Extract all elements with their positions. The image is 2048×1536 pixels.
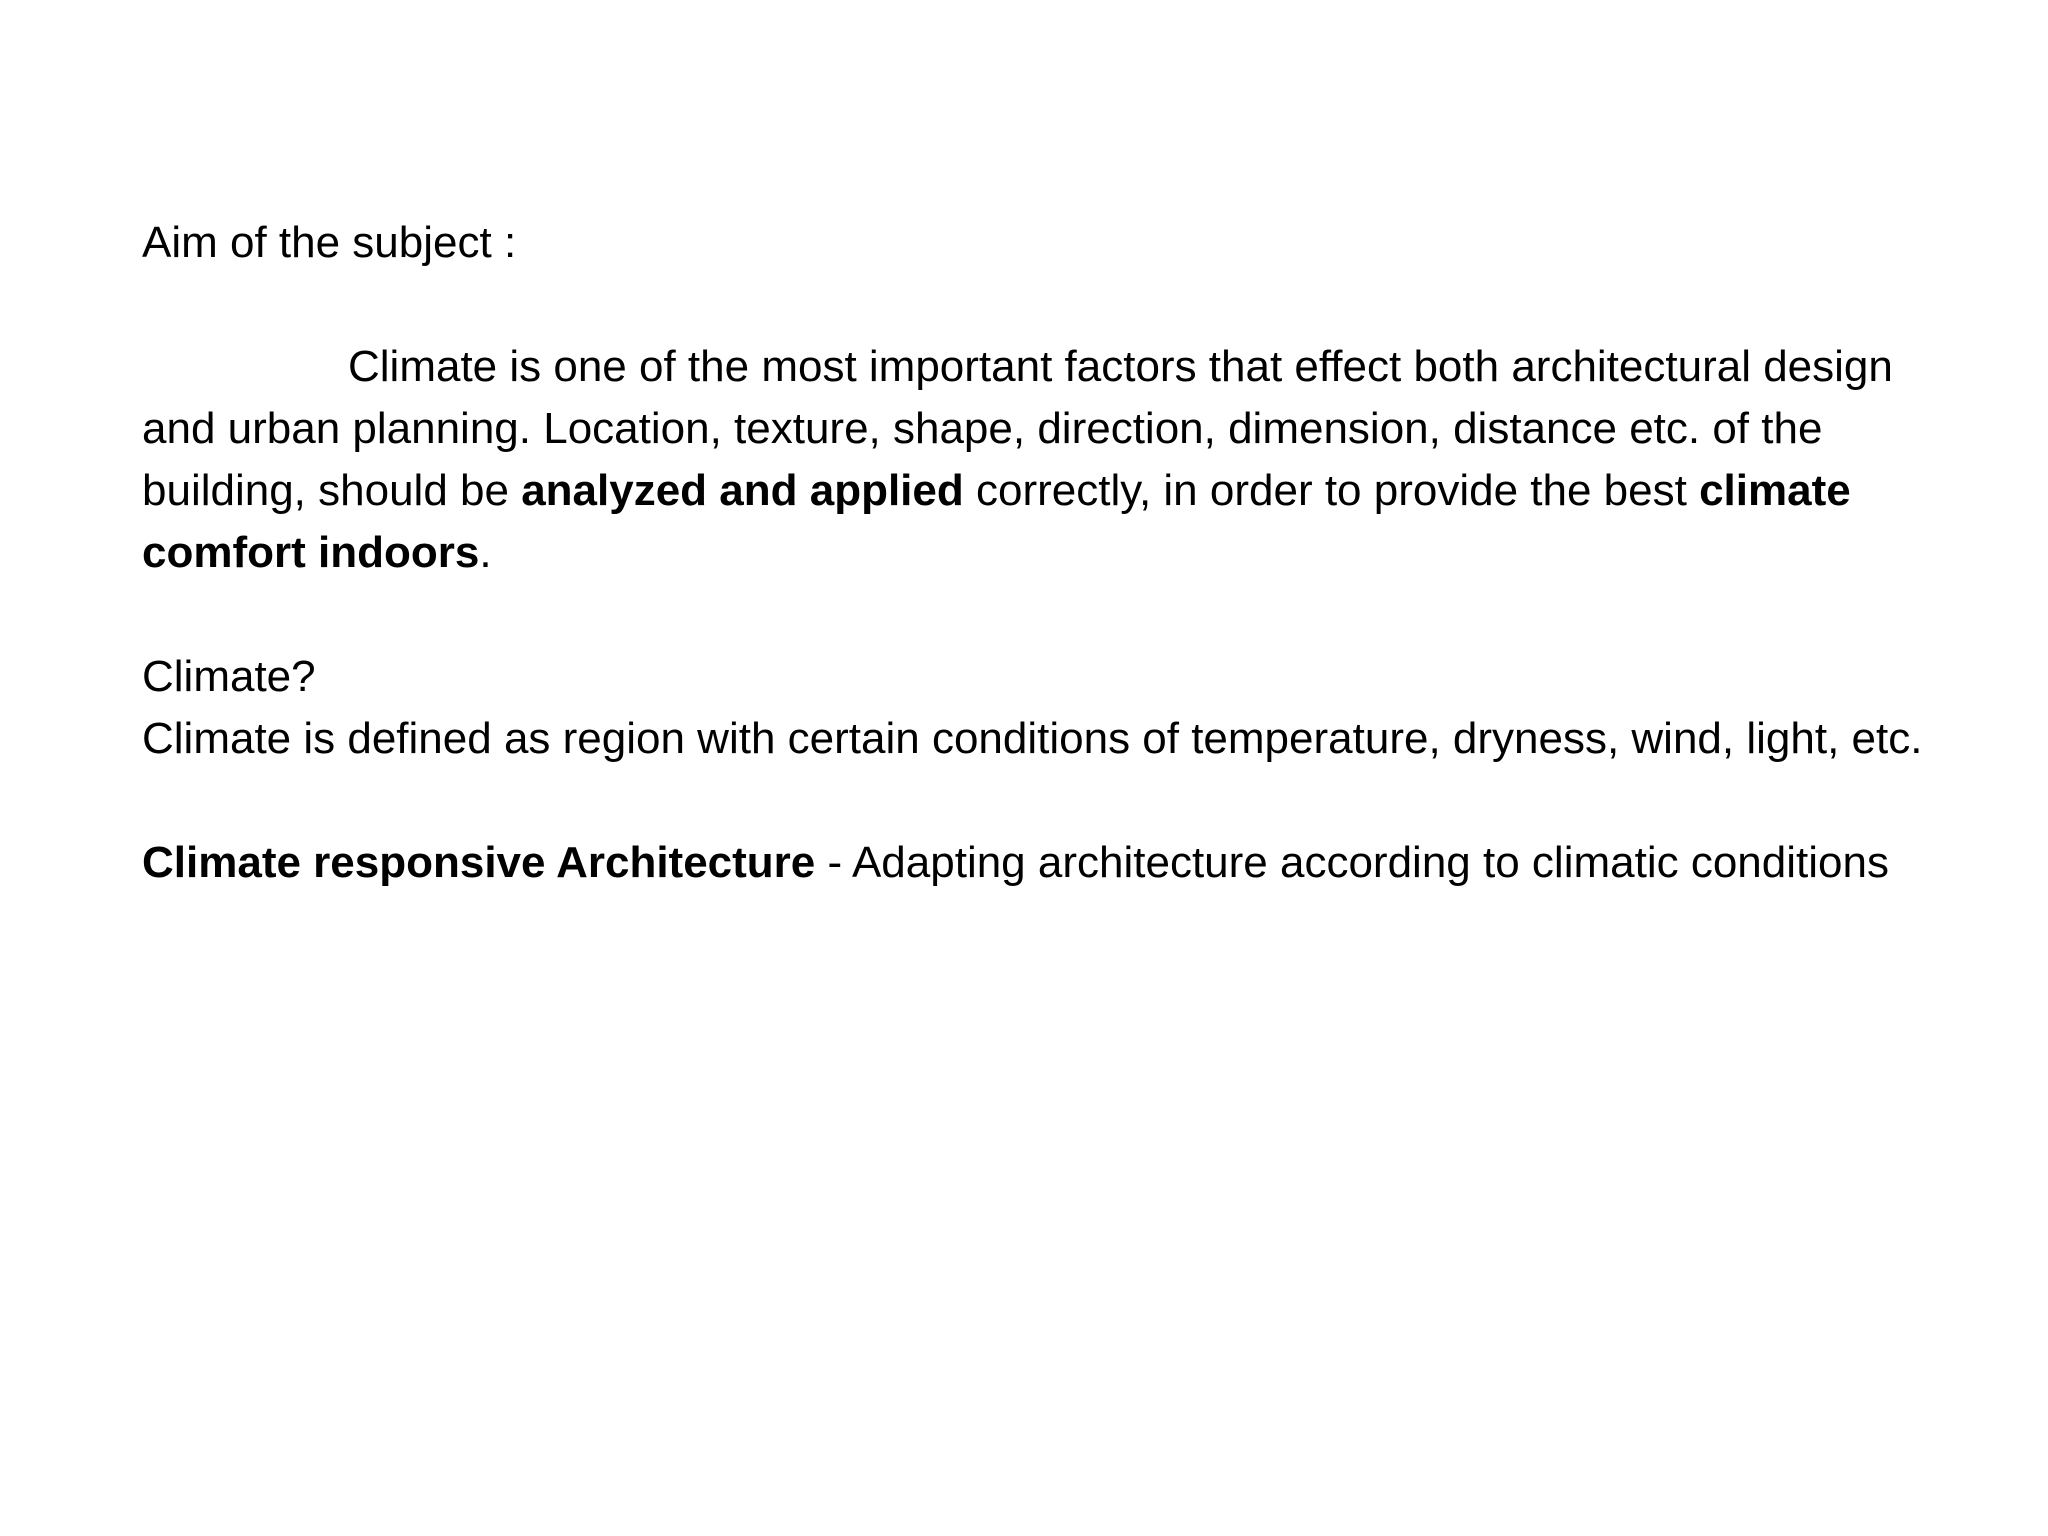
responsive-description: - Adapting architecture according to climatic conditions <box>815 838 1889 887</box>
aim-bold-analyzed: analyzed and applied <box>521 466 964 515</box>
spacer <box>142 770 1942 832</box>
aim-text-part3: . <box>479 528 492 577</box>
responsive-architecture <box>142 832 1942 894</box>
spacer <box>142 584 1942 646</box>
aim-text-part1: Climate is one of the most important factors that effect both architectural design and urban planning. Location, texture, shape, direction, dimension, distance etc. of the building, should be <box>142 342 1893 515</box>
aim-text-part2: correctly, in order to provide the best <box>963 466 1700 515</box>
aim-bold-comfort: climate comfort indoors <box>142 466 1851 577</box>
aim-heading: Aim of the subject : <box>142 218 517 267</box>
responsive-bold-term: Climate responsive Architecture <box>142 838 816 887</box>
climate-question: Climate? <box>142 652 316 701</box>
spacer <box>142 274 1942 336</box>
aim-paragraph <box>142 336 1942 584</box>
slide-body <box>142 212 1942 894</box>
climate-definition: Climate is defined as region with certain conditions of temperature, dryness, wind, light, etc. <box>142 714 1923 763</box>
